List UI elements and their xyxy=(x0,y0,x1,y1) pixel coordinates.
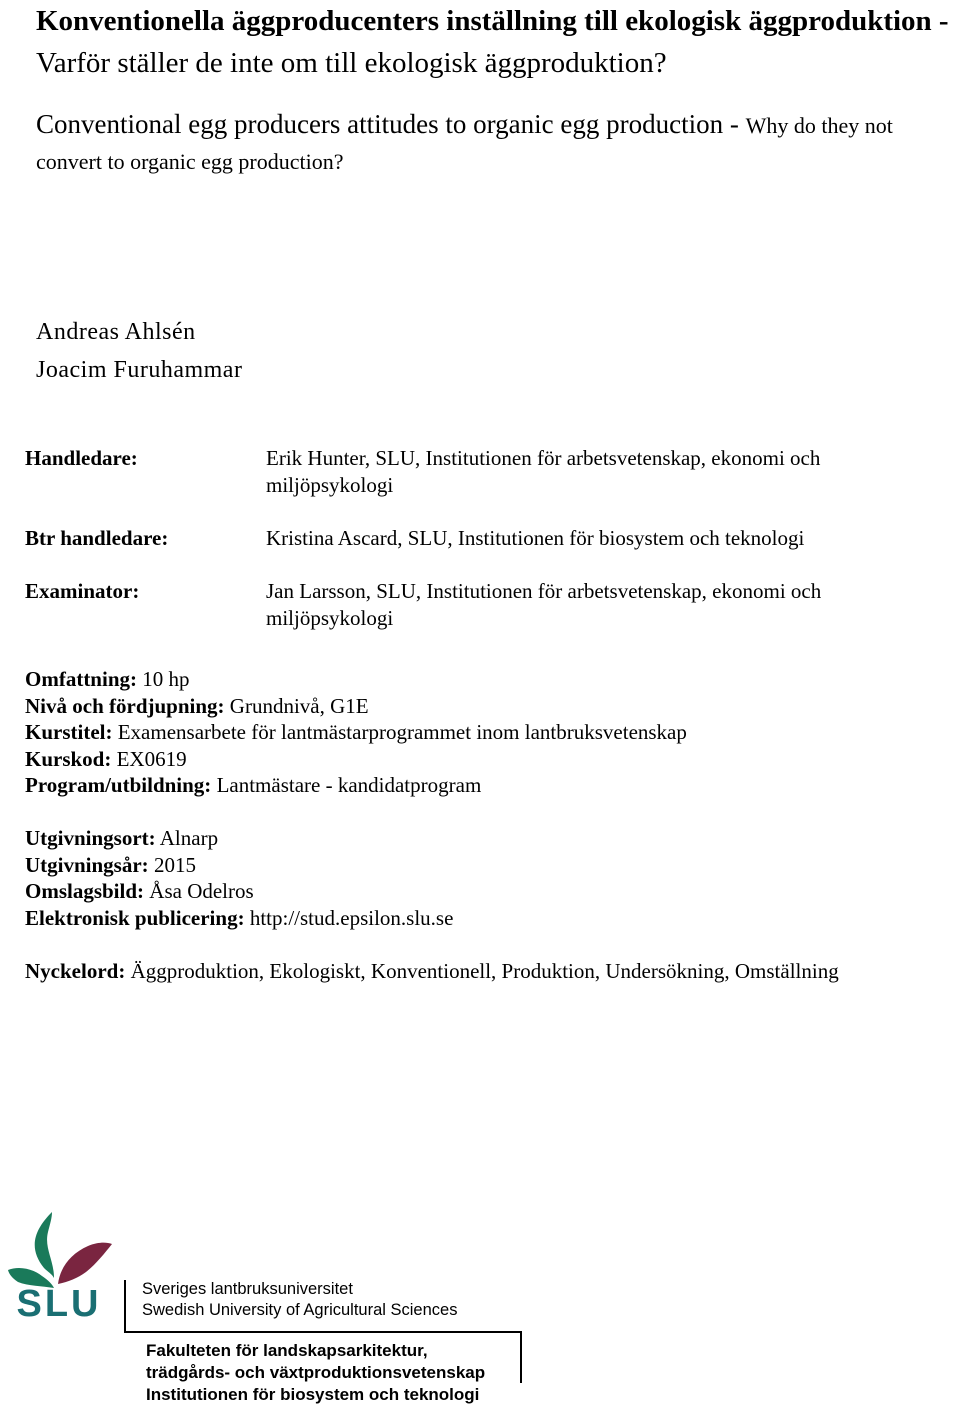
meta-label: Nivå och fördjupning: xyxy=(25,693,225,718)
meta-row-cover xyxy=(25,878,687,905)
faculty-info xyxy=(146,1340,485,1406)
meta-value: Lantmästare - kandidatprogram xyxy=(211,773,482,798)
role-value: Kristina Ascard, SLU, Institutionen för biosystem och teknologi xyxy=(266,526,805,550)
meta-value: Åsa Odelros xyxy=(144,879,254,904)
faculty-line: Fakulteten för landskapsarkitektur, xyxy=(146,1341,428,1360)
keywords-value: Äggproduktion, Ekologiskt, Konventionell, Produktion, Undersökning, Omställning xyxy=(125,959,839,983)
author: Andreas Ahlsén xyxy=(36,319,196,345)
meta-label: Elektronisk publicering: xyxy=(25,905,245,930)
meta-value: 2015 xyxy=(148,852,196,877)
meta-label: Utgivningsort: xyxy=(25,825,156,850)
meta-value: EX0619 xyxy=(111,746,187,771)
role-value: Erik Hunter, SLU, Institutionen för arbetsvetenskap, ekonomi och miljöpsykologi xyxy=(266,446,821,497)
meta-row-place xyxy=(25,825,687,852)
logo-leaf-left-icon xyxy=(35,1212,54,1278)
meta-row-course-code xyxy=(25,746,687,773)
title-swedish-bold: Konventionella äggproducenters inställning till ekologisk äggproduktion - xyxy=(36,5,949,37)
meta-row-scope xyxy=(25,666,687,693)
meta-row-course-title xyxy=(25,719,687,746)
author: Joacim Furuhammar xyxy=(36,357,243,383)
title-swedish-rest: Varför ställer de inte om till ekologisk äggproduktion? xyxy=(36,47,667,79)
slu-logo xyxy=(4,1208,114,1320)
divider-horizontal xyxy=(124,1331,522,1333)
publication-link[interactable]: http://stud.epsilon.slu.se xyxy=(244,905,454,930)
university-name xyxy=(142,1279,457,1321)
meta-label: Omfattning: xyxy=(25,667,137,691)
meta-label: Omslagsbild: xyxy=(25,879,145,904)
role-label: Btr handledare: xyxy=(25,526,169,550)
meta-value: 10 hp xyxy=(137,667,190,691)
role-value: Jan Larsson, SLU, Institutionen för arbetsvetenskap, ekonomi och miljöpsykologi xyxy=(266,579,822,630)
metadata-section xyxy=(25,666,687,931)
title-english-main: Conventional egg producers attitudes to organic egg production - xyxy=(36,109,746,139)
title-english-cont: convert to organic egg production? xyxy=(36,149,344,174)
authors xyxy=(36,313,242,389)
role-label: Examinator: xyxy=(25,579,140,603)
meta-row-level xyxy=(25,693,687,720)
keywords xyxy=(25,958,905,985)
meta-value: Alnarp xyxy=(155,825,219,850)
meta-row-year xyxy=(25,852,687,879)
meta-value: Examensarbete för lantmästarprogrammet inom lantbruksvetenskap xyxy=(112,720,687,745)
keywords-label: Nyckelord: xyxy=(25,959,126,983)
title-english-small: Why do they not xyxy=(745,113,893,138)
title-english xyxy=(36,107,956,179)
meta-value: Grundnivå, G1E xyxy=(224,693,369,718)
university-name-sv: Sveriges lantbruksuniversitet xyxy=(142,1280,353,1298)
meta-label: Utgivningsår: xyxy=(25,852,149,877)
logo-leaf-right-icon xyxy=(58,1243,112,1284)
meta-row-electronic xyxy=(25,905,687,932)
faculty-line: trädgårds- och växtproduktionsvetenskap xyxy=(146,1363,486,1382)
university-name-en: Swedish University of Agricultural Sciences xyxy=(142,1301,458,1319)
divider-vertical-right xyxy=(520,1331,522,1383)
role-label: Handledare: xyxy=(25,446,138,470)
logo-text: SLU xyxy=(16,1283,102,1320)
meta-row-program xyxy=(25,772,687,799)
meta-label: Program/utbildning: xyxy=(25,773,212,798)
divider-vertical xyxy=(124,1280,126,1332)
title-block xyxy=(36,0,956,179)
department-line: Institutionen för biosystem och teknologi xyxy=(146,1385,480,1404)
title-swedish xyxy=(36,0,956,84)
meta-label: Kurskod: xyxy=(25,746,112,771)
meta-label: Kurstitel: xyxy=(25,720,113,745)
